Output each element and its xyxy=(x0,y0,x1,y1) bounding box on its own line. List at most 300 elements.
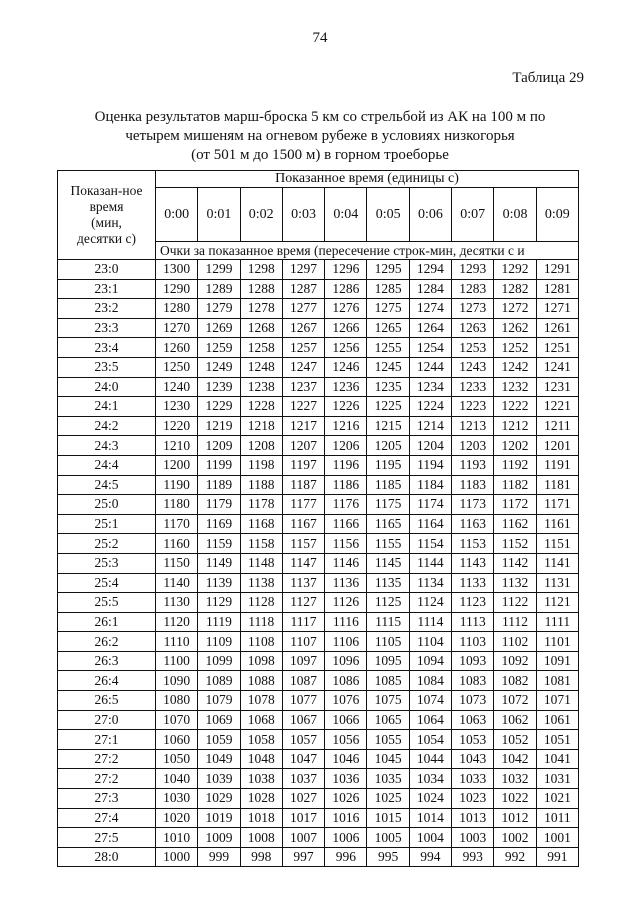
time-cell: 25:3 xyxy=(58,553,156,573)
row-header-line: (мин, xyxy=(91,215,122,230)
score-cell: 1131 xyxy=(536,573,578,593)
score-cell: 1080 xyxy=(156,691,198,711)
score-cell: 1215 xyxy=(367,416,409,436)
score-cell: 1210 xyxy=(156,436,198,456)
score-cell: 1175 xyxy=(367,495,409,515)
table-row xyxy=(58,436,579,456)
time-cell: 27:2 xyxy=(58,749,156,769)
table-row xyxy=(58,632,579,652)
score-cell: 1201 xyxy=(536,436,578,456)
score-cell: 1038 xyxy=(240,769,282,789)
score-cell: 1282 xyxy=(494,279,536,299)
score-cell: 1213 xyxy=(452,416,494,436)
score-cell: 1105 xyxy=(367,632,409,652)
score-cell: 1097 xyxy=(282,651,324,671)
score-cell: 1184 xyxy=(409,475,451,495)
score-cell: 1192 xyxy=(494,455,536,475)
score-cell: 1071 xyxy=(536,691,578,711)
score-cell: 1233 xyxy=(452,377,494,397)
score-cell: 1015 xyxy=(367,808,409,828)
column-header: 0:00 xyxy=(156,188,198,242)
score-cell: 1040 xyxy=(156,769,198,789)
score-cell: 1199 xyxy=(198,455,240,475)
score-cell: 1188 xyxy=(240,475,282,495)
score-cell: 1099 xyxy=(198,651,240,671)
score-cell: 1112 xyxy=(494,612,536,632)
score-cell: 1045 xyxy=(367,749,409,769)
score-cell: 1235 xyxy=(367,377,409,397)
score-cell: 1194 xyxy=(409,455,451,475)
score-cell: 1171 xyxy=(536,495,578,515)
score-cell: 1258 xyxy=(240,338,282,358)
score-cell: 1246 xyxy=(325,357,367,377)
score-cell: 1276 xyxy=(325,299,367,319)
page-number: 74 xyxy=(312,30,328,46)
time-cell: 26:5 xyxy=(58,691,156,711)
table-row xyxy=(58,495,579,515)
score-cell: 1259 xyxy=(198,338,240,358)
score-cell: 1270 xyxy=(156,318,198,338)
score-cell: 1118 xyxy=(240,612,282,632)
score-cell: 995 xyxy=(367,847,409,867)
score-cell: 1153 xyxy=(452,534,494,554)
score-cell: 1165 xyxy=(367,514,409,534)
score-cell: 1050 xyxy=(156,749,198,769)
time-cell: 23:4 xyxy=(58,338,156,358)
score-cell: 1010 xyxy=(156,828,198,848)
score-cell: 1263 xyxy=(452,318,494,338)
score-cell: 1108 xyxy=(240,632,282,652)
score-cell: 1012 xyxy=(494,808,536,828)
score-cell: 1060 xyxy=(156,730,198,750)
score-cell: 1068 xyxy=(240,710,282,730)
score-cell: 1196 xyxy=(325,455,367,475)
score-cell: 1074 xyxy=(409,691,451,711)
score-cell: 1176 xyxy=(325,495,367,515)
table-caption xyxy=(60,108,580,165)
score-cell: 1223 xyxy=(452,397,494,417)
score-cell: 1262 xyxy=(494,318,536,338)
score-cell: 1032 xyxy=(494,769,536,789)
table-row xyxy=(58,769,579,789)
table-row xyxy=(58,573,579,593)
score-cell: 1140 xyxy=(156,573,198,593)
score-cell: 1133 xyxy=(452,573,494,593)
score-cell: 1082 xyxy=(494,671,536,691)
time-cell: 23:1 xyxy=(58,279,156,299)
score-cell: 1284 xyxy=(409,279,451,299)
score-cell: 1267 xyxy=(282,318,324,338)
score-cell: 1147 xyxy=(282,553,324,573)
score-cell: 1266 xyxy=(325,318,367,338)
score-cell: 1255 xyxy=(367,338,409,358)
score-cell: 1293 xyxy=(452,260,494,280)
time-cell: 24:5 xyxy=(58,475,156,495)
score-cell: 1285 xyxy=(367,279,409,299)
score-cell: 1299 xyxy=(198,260,240,280)
time-cell: 28:0 xyxy=(58,847,156,867)
score-cell: 1009 xyxy=(198,828,240,848)
score-cell: 1155 xyxy=(367,534,409,554)
score-cell: 1017 xyxy=(282,808,324,828)
score-cell: 1141 xyxy=(536,553,578,573)
caption-line: (от 501 м до 1500 м) в горном троеборье xyxy=(191,147,449,163)
score-cell: 1212 xyxy=(494,416,536,436)
shown-time-header: Показанное время (единицы с) xyxy=(156,171,579,188)
score-cell: 1023 xyxy=(452,789,494,809)
score-cell: 1126 xyxy=(325,593,367,613)
score-cell: 1137 xyxy=(282,573,324,593)
table-row xyxy=(58,377,579,397)
score-cell: 1283 xyxy=(452,279,494,299)
score-table xyxy=(57,170,579,867)
score-cell: 1177 xyxy=(282,495,324,515)
score-cell: 1296 xyxy=(325,260,367,280)
score-cell: 1081 xyxy=(536,671,578,691)
score-cell: 1295 xyxy=(367,260,409,280)
score-cell: 1271 xyxy=(536,299,578,319)
score-cell: 1103 xyxy=(452,632,494,652)
score-cell: 1033 xyxy=(452,769,494,789)
score-cell: 1021 xyxy=(536,789,578,809)
table-row xyxy=(58,730,579,750)
score-cell: 1174 xyxy=(409,495,451,515)
score-cell: 1062 xyxy=(494,710,536,730)
score-cell: 1169 xyxy=(198,514,240,534)
score-cell: 1106 xyxy=(325,632,367,652)
score-cell: 1003 xyxy=(452,828,494,848)
column-header: 0:01 xyxy=(198,188,240,242)
score-cell: 1100 xyxy=(156,651,198,671)
score-cell: 1072 xyxy=(494,691,536,711)
score-cell: 1292 xyxy=(494,260,536,280)
score-cell: 1026 xyxy=(325,789,367,809)
score-cell: 1111 xyxy=(536,612,578,632)
score-cell: 1237 xyxy=(282,377,324,397)
score-cell: 1291 xyxy=(536,260,578,280)
score-cell: 1168 xyxy=(240,514,282,534)
time-cell: 26:3 xyxy=(58,651,156,671)
score-cell: 1277 xyxy=(282,299,324,319)
score-cell: 1200 xyxy=(156,455,198,475)
score-cell: 1241 xyxy=(536,357,578,377)
time-cell: 27:2 xyxy=(58,769,156,789)
score-cell: 1052 xyxy=(494,730,536,750)
score-cell: 1154 xyxy=(409,534,451,554)
score-cell: 1049 xyxy=(198,749,240,769)
score-cell: 1115 xyxy=(367,612,409,632)
score-cell: 1294 xyxy=(409,260,451,280)
score-cell: 1220 xyxy=(156,416,198,436)
score-cell: 1242 xyxy=(494,357,536,377)
column-header: 0:02 xyxy=(240,188,282,242)
score-cell: 1039 xyxy=(198,769,240,789)
column-header: 0:07 xyxy=(452,188,494,242)
score-cell: 1134 xyxy=(409,573,451,593)
score-cell: 1160 xyxy=(156,534,198,554)
score-cell: 1149 xyxy=(198,553,240,573)
score-cell: 1110 xyxy=(156,632,198,652)
table-row xyxy=(58,318,579,338)
table-row xyxy=(58,593,579,613)
score-cell: 1286 xyxy=(325,279,367,299)
score-cell: 1207 xyxy=(282,436,324,456)
score-cell: 1058 xyxy=(240,730,282,750)
table-row xyxy=(58,808,579,828)
score-cell: 1007 xyxy=(282,828,324,848)
score-cell: 1161 xyxy=(536,514,578,534)
score-cell: 1260 xyxy=(156,338,198,358)
table-row xyxy=(58,789,579,809)
score-cell: 1274 xyxy=(409,299,451,319)
score-cell: 1120 xyxy=(156,612,198,632)
score-cell: 1185 xyxy=(367,475,409,495)
time-cell: 23:5 xyxy=(58,357,156,377)
score-cell: 1173 xyxy=(452,495,494,515)
table-label: Таблица 29 xyxy=(512,70,584,86)
score-cell: 1224 xyxy=(409,397,451,417)
time-cell: 25:1 xyxy=(58,514,156,534)
score-cell: 1257 xyxy=(282,338,324,358)
score-cell: 1222 xyxy=(494,397,536,417)
time-cell: 27:0 xyxy=(58,710,156,730)
score-cell: 1272 xyxy=(494,299,536,319)
time-cell: 27:5 xyxy=(58,828,156,848)
score-cell: 1098 xyxy=(240,651,282,671)
score-cell: 1290 xyxy=(156,279,198,299)
table-row xyxy=(58,475,579,495)
score-cell: 1180 xyxy=(156,495,198,515)
score-cell: 1273 xyxy=(452,299,494,319)
score-cell: 1227 xyxy=(282,397,324,417)
score-cell: 1117 xyxy=(282,612,324,632)
score-cell: 1041 xyxy=(536,749,578,769)
score-cell: 1157 xyxy=(282,534,324,554)
score-cell: 1206 xyxy=(325,436,367,456)
time-cell: 25:5 xyxy=(58,593,156,613)
score-cell: 1113 xyxy=(452,612,494,632)
score-cell: 1229 xyxy=(198,397,240,417)
table-row xyxy=(58,651,579,671)
score-cell: 998 xyxy=(240,847,282,867)
score-cell: 1144 xyxy=(409,553,451,573)
score-cell: 1079 xyxy=(198,691,240,711)
score-cell: 1092 xyxy=(494,651,536,671)
score-cell: 1289 xyxy=(198,279,240,299)
score-cell: 994 xyxy=(409,847,451,867)
time-cell: 27:3 xyxy=(58,789,156,809)
time-cell: 26:1 xyxy=(58,612,156,632)
score-cell: 1187 xyxy=(282,475,324,495)
score-cell: 1086 xyxy=(325,671,367,691)
score-cell: 1143 xyxy=(452,553,494,573)
score-cell: 1130 xyxy=(156,593,198,613)
column-header: 0:08 xyxy=(494,188,536,242)
score-cell: 1006 xyxy=(325,828,367,848)
score-cell: 1163 xyxy=(452,514,494,534)
score-cell: 1087 xyxy=(282,671,324,691)
column-header: 0:03 xyxy=(282,188,324,242)
table-body xyxy=(58,260,579,867)
score-cell: 1132 xyxy=(494,573,536,593)
score-cell: 1066 xyxy=(325,710,367,730)
table-row xyxy=(58,338,579,358)
caption-line: Оценка результатов марш-броска 5 км со стрельбой из АК на 100 м по xyxy=(94,109,546,125)
score-cell: 1231 xyxy=(536,377,578,397)
score-cell: 1093 xyxy=(452,651,494,671)
column-header: 0:04 xyxy=(325,188,367,242)
score-cell: 1193 xyxy=(452,455,494,475)
score-cell: 1091 xyxy=(536,651,578,671)
score-cell: 1198 xyxy=(240,455,282,475)
score-cell: 1077 xyxy=(282,691,324,711)
score-cell: 1202 xyxy=(494,436,536,456)
score-cell: 1151 xyxy=(536,534,578,554)
score-cell: 1104 xyxy=(409,632,451,652)
score-cell: 1122 xyxy=(494,593,536,613)
score-cell: 1043 xyxy=(452,749,494,769)
score-cell: 1139 xyxy=(198,573,240,593)
score-cell: 1063 xyxy=(452,710,494,730)
time-cell: 24:0 xyxy=(58,377,156,397)
score-cell: 1030 xyxy=(156,789,198,809)
score-cell: 1297 xyxy=(282,260,324,280)
score-cell: 996 xyxy=(325,847,367,867)
score-cell: 1013 xyxy=(452,808,494,828)
score-cell: 1022 xyxy=(494,789,536,809)
score-cell: 1205 xyxy=(367,436,409,456)
score-cell: 1166 xyxy=(325,514,367,534)
score-cell: 1152 xyxy=(494,534,536,554)
row-header-line: десятки с) xyxy=(77,231,136,247)
score-cell: 1073 xyxy=(452,691,494,711)
time-cell: 27:4 xyxy=(58,808,156,828)
score-cell: 1016 xyxy=(325,808,367,828)
score-cell: 1114 xyxy=(409,612,451,632)
caption-line: четырем мишеням на огневом рубеже в условиях низкогорья xyxy=(125,128,515,144)
score-cell: 1230 xyxy=(156,397,198,417)
score-cell: 1191 xyxy=(536,455,578,475)
column-header: 0:05 xyxy=(367,188,409,242)
score-cell: 1226 xyxy=(325,397,367,417)
time-cell: 24:2 xyxy=(58,416,156,436)
score-cell: 1008 xyxy=(240,828,282,848)
score-cell: 1145 xyxy=(367,553,409,573)
score-cell: 1057 xyxy=(282,730,324,750)
score-cell: 1047 xyxy=(282,749,324,769)
score-cell: 1197 xyxy=(282,455,324,475)
time-cell: 23:2 xyxy=(58,299,156,319)
score-cell: 1204 xyxy=(409,436,451,456)
time-cell: 23:0 xyxy=(58,260,156,280)
score-cell: 1124 xyxy=(409,593,451,613)
score-cell: 1186 xyxy=(325,475,367,495)
scores-header: Очки за показанное время (пересечение строк-мин, десятки с и xyxy=(156,242,579,260)
score-cell: 1123 xyxy=(452,593,494,613)
score-cell: 1089 xyxy=(198,671,240,691)
score-cell: 1067 xyxy=(282,710,324,730)
score-cell: 1046 xyxy=(325,749,367,769)
table-row xyxy=(58,357,579,377)
score-cell: 1248 xyxy=(240,357,282,377)
score-cell: 1116 xyxy=(325,612,367,632)
table-row xyxy=(58,416,579,436)
score-cell: 1095 xyxy=(367,651,409,671)
time-cell: 25:0 xyxy=(58,495,156,515)
score-cell: 1136 xyxy=(325,573,367,593)
score-cell: 1127 xyxy=(282,593,324,613)
score-cell: 1264 xyxy=(409,318,451,338)
score-cell: 1075 xyxy=(367,691,409,711)
table-row xyxy=(58,534,579,554)
score-cell: 1128 xyxy=(240,593,282,613)
score-cell: 1055 xyxy=(367,730,409,750)
score-cell: 1109 xyxy=(198,632,240,652)
score-cell: 1121 xyxy=(536,593,578,613)
score-cell: 991 xyxy=(536,847,578,867)
score-cell: 1005 xyxy=(367,828,409,848)
score-cell: 1164 xyxy=(409,514,451,534)
score-cell: 1094 xyxy=(409,651,451,671)
score-cell: 1069 xyxy=(198,710,240,730)
table-row xyxy=(58,553,579,573)
time-cell: 24:3 xyxy=(58,436,156,456)
score-cell: 1269 xyxy=(198,318,240,338)
time-cell: 25:2 xyxy=(58,534,156,554)
score-cell: 1279 xyxy=(198,299,240,319)
score-cell: 1135 xyxy=(367,573,409,593)
score-cell: 1107 xyxy=(282,632,324,652)
table-row xyxy=(58,847,579,867)
time-cell: 27:1 xyxy=(58,730,156,750)
score-cell: 1000 xyxy=(156,847,198,867)
score-cell: 1278 xyxy=(240,299,282,319)
time-cell: 24:1 xyxy=(58,397,156,417)
score-cell: 1228 xyxy=(240,397,282,417)
score-cell: 1037 xyxy=(282,769,324,789)
score-cell: 1025 xyxy=(367,789,409,809)
score-cell: 1179 xyxy=(198,495,240,515)
score-cell: 1070 xyxy=(156,710,198,730)
score-cell: 1252 xyxy=(494,338,536,358)
score-cell: 1042 xyxy=(494,749,536,769)
score-cell: 1029 xyxy=(198,789,240,809)
score-cell: 1253 xyxy=(452,338,494,358)
table-row xyxy=(58,397,579,417)
score-cell: 1162 xyxy=(494,514,536,534)
score-cell: 1189 xyxy=(198,475,240,495)
time-cell: 26:4 xyxy=(58,671,156,691)
score-cell: 1129 xyxy=(198,593,240,613)
score-cell: 1280 xyxy=(156,299,198,319)
score-cell: 1209 xyxy=(198,436,240,456)
score-cell: 1148 xyxy=(240,553,282,573)
score-cell: 1101 xyxy=(536,632,578,652)
score-cell: 1234 xyxy=(409,377,451,397)
score-cell: 1221 xyxy=(536,397,578,417)
score-cell: 1218 xyxy=(240,416,282,436)
score-cell: 1054 xyxy=(409,730,451,750)
score-cell: 1214 xyxy=(409,416,451,436)
score-cell: 1138 xyxy=(240,573,282,593)
score-cell: 1195 xyxy=(367,455,409,475)
score-cell: 1002 xyxy=(494,828,536,848)
score-cell: 1084 xyxy=(409,671,451,691)
score-cell: 1287 xyxy=(282,279,324,299)
score-cell: 1211 xyxy=(536,416,578,436)
score-cell: 1001 xyxy=(536,828,578,848)
score-cell: 1190 xyxy=(156,475,198,495)
